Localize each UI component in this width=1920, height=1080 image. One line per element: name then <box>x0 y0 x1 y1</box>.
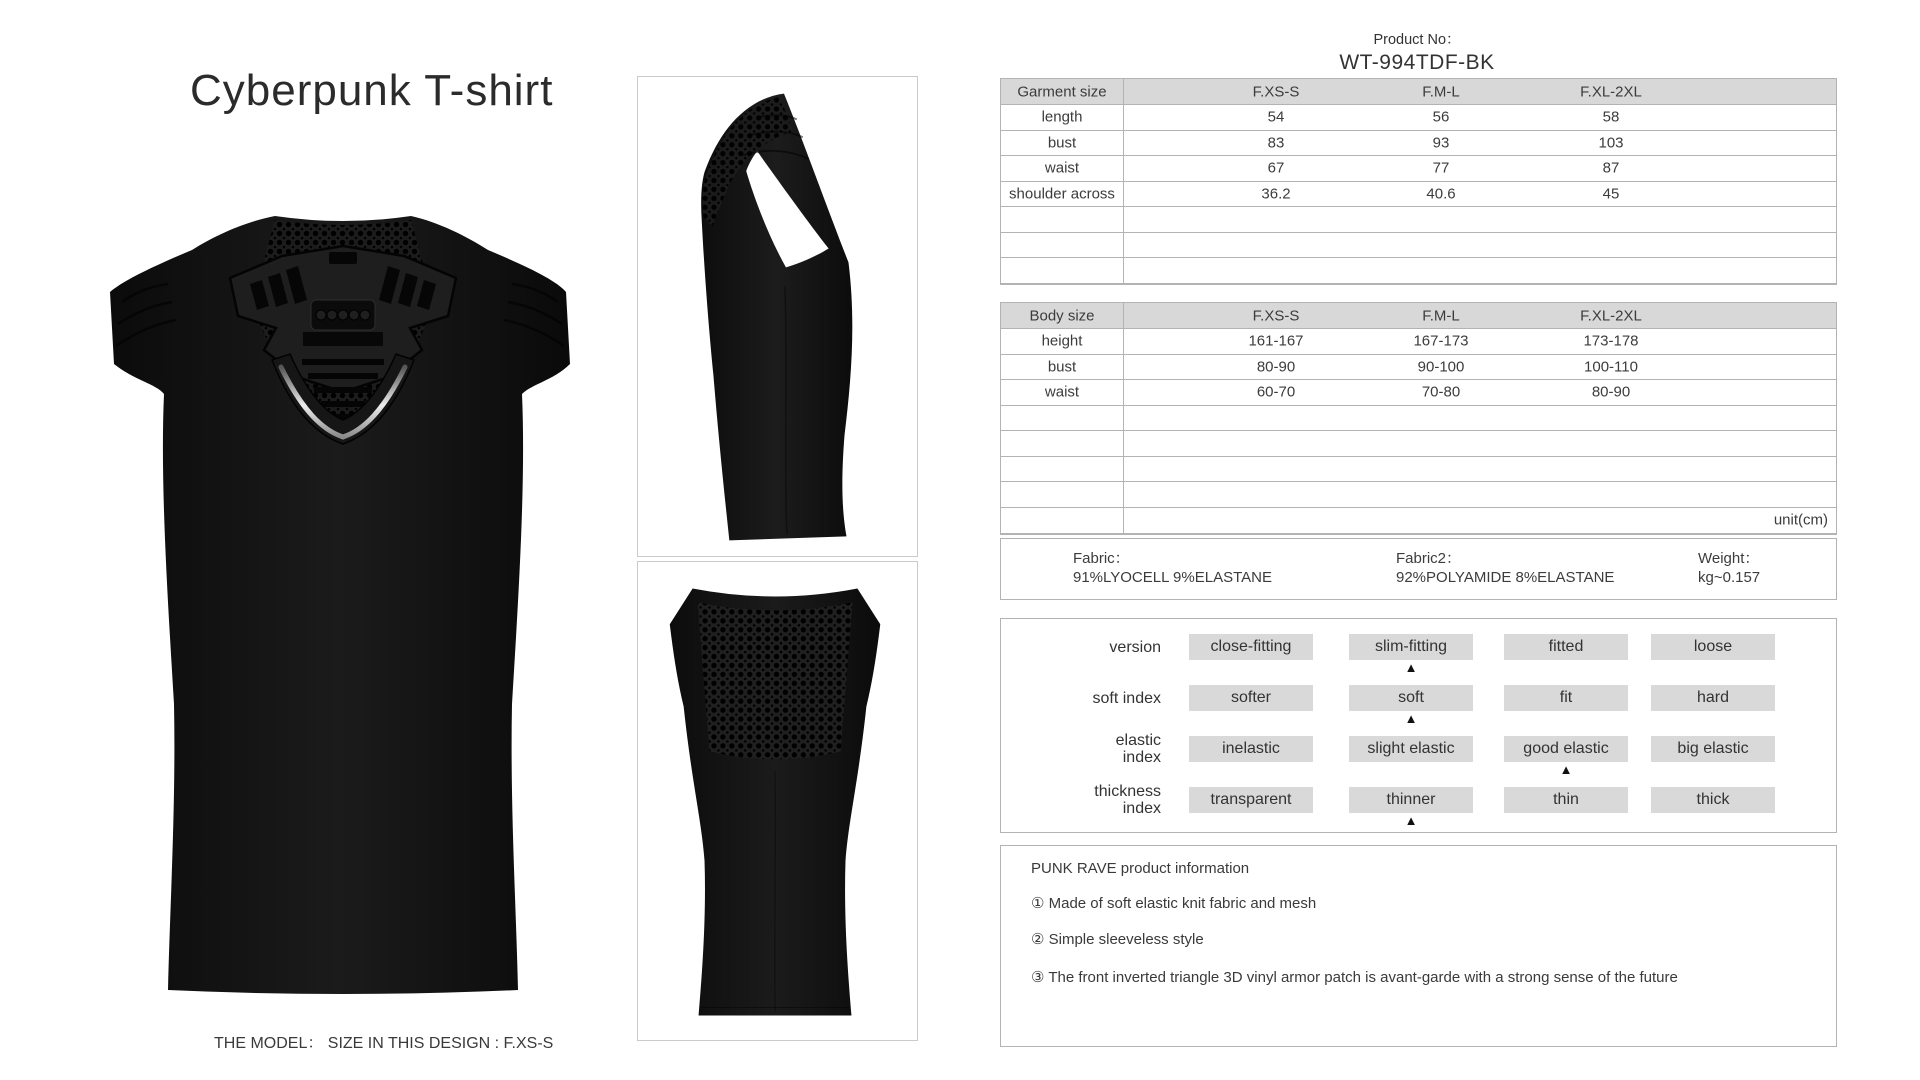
option-chip: fit <box>1504 685 1628 711</box>
garment-size-header-row <box>1001 79 1836 105</box>
column-header: F.M-L <box>1422 83 1460 100</box>
table-row <box>1001 156 1836 182</box>
size-value: 161-167 <box>1248 332 1304 350</box>
table-empty-row <box>1001 406 1836 432</box>
index-row-label: thickness index <box>1094 783 1161 817</box>
row-label: height <box>1041 332 1083 350</box>
back-view-garment-graphic <box>638 562 917 1040</box>
size-value: 36.2 <box>1261 185 1291 203</box>
table-row <box>1001 105 1836 131</box>
up-triangle-icon: ▲ <box>1404 711 1418 726</box>
size-value: 100-110 <box>1584 358 1638 376</box>
table-empty-row <box>1001 482 1836 508</box>
column-header: F.XS-S <box>1252 83 1300 100</box>
index-panel <box>1000 618 1837 833</box>
option-chip: softer <box>1189 685 1313 711</box>
weight-group <box>1698 549 1760 587</box>
option-chip: thick <box>1651 787 1775 813</box>
size-value: 90-100 <box>1417 358 1465 376</box>
fabric1-group <box>1073 549 1272 587</box>
option-chip: soft <box>1349 685 1473 711</box>
fabric1-value: 91%LYOCELL 9%ELASTANE <box>1073 569 1272 586</box>
product-no-label: Product No： <box>1373 32 1461 48</box>
info-title: PUNK RAVE product information <box>1031 860 1250 877</box>
option-chip: loose <box>1651 634 1775 660</box>
garment-size-header-label: Garment size <box>1017 83 1107 100</box>
size-value: 67 <box>1267 159 1285 177</box>
table-empty-row <box>1001 207 1836 233</box>
up-triangle-icon: ▲ <box>1404 813 1418 828</box>
option-chip: inelastic <box>1189 736 1313 762</box>
weight-label: Weight： <box>1698 550 1760 567</box>
column-header: F.XL-2XL <box>1580 83 1642 100</box>
size-value: 167-173 <box>1413 332 1469 350</box>
table-row <box>1001 131 1836 157</box>
size-value: 93 <box>1432 134 1450 152</box>
label-column-divider <box>1123 79 1124 284</box>
garment-size-table <box>1000 78 1837 285</box>
size-value: 87 <box>1602 159 1620 177</box>
size-value: 58 <box>1602 108 1620 126</box>
table-empty-row <box>1001 233 1836 259</box>
option-chip: thinner <box>1349 787 1473 813</box>
body-size-header-row <box>1001 303 1836 329</box>
row-label: waist <box>1044 383 1080 401</box>
unit-note: unit(cm) <box>1773 511 1828 529</box>
row-label: bust <box>1047 358 1077 376</box>
size-value: 173-178 <box>1583 332 1639 350</box>
info-item: ① Made of soft elastic knit fabric and mesh <box>1031 895 1317 912</box>
fabric2-group <box>1396 549 1614 587</box>
info-item: ③ The front inverted triangle 3D vinyl armor patch is avant-garde with a strong sense of the future <box>1031 969 1678 986</box>
unit-row <box>1001 508 1836 534</box>
body-size-table <box>1000 302 1837 535</box>
option-chip: hard <box>1651 685 1775 711</box>
option-chip: slim-fitting <box>1349 634 1473 660</box>
label-column-divider <box>1123 303 1124 534</box>
info-item: ② Simple sleeveless style <box>1031 931 1204 948</box>
table-empty-row <box>1001 431 1836 457</box>
product-info-box <box>1000 845 1837 1047</box>
front-view-image <box>104 184 576 1004</box>
index-row-label: soft index <box>1092 689 1161 707</box>
column-header: F.XS-S <box>1252 307 1300 324</box>
fabric2-value: 92%POLYAMIDE 8%ELASTANE <box>1396 569 1615 586</box>
size-value: 70-80 <box>1421 383 1461 401</box>
fabric1-label: Fabric： <box>1073 550 1130 567</box>
side-view-garment-graphic <box>638 77 917 556</box>
option-chip: transparent <box>1189 787 1313 813</box>
product-number-block <box>1257 28 1577 75</box>
size-value: 77 <box>1432 159 1450 177</box>
fabric2-label: Fabric2： <box>1396 550 1462 567</box>
option-chip: big elastic <box>1651 736 1775 762</box>
size-value: 103 <box>1598 134 1624 152</box>
weight-value: kg~0.157 <box>1698 569 1761 586</box>
table-row <box>1001 329 1836 355</box>
front-view-garment-graphic <box>104 184 576 1004</box>
option-chip: fitted <box>1504 634 1628 660</box>
size-value: 45 <box>1602 185 1620 203</box>
option-chip: good elastic <box>1504 736 1628 762</box>
size-value: 80-90 <box>1591 383 1631 401</box>
back-view-image <box>637 561 918 1041</box>
row-label: bust <box>1047 134 1077 152</box>
index-row-label: elastic index <box>1115 732 1161 766</box>
body-size-header-label: Body size <box>1029 307 1095 324</box>
table-empty-row <box>1001 258 1836 284</box>
table-row <box>1001 355 1836 381</box>
model-note: THE MODEL： SIZE IN THIS DESIGN : F.XS-S <box>214 1035 554 1052</box>
product-no-value: WT-994TDF-BK <box>1339 51 1495 74</box>
page-title: Cyberpunk T-shirt <box>190 66 554 115</box>
column-header: F.M-L <box>1422 307 1460 324</box>
row-label: length <box>1041 108 1083 126</box>
size-value: 56 <box>1432 108 1450 126</box>
table-empty-row <box>1001 457 1836 483</box>
up-triangle-icon: ▲ <box>1404 660 1418 675</box>
index-row-label: version <box>1109 638 1161 656</box>
table-row <box>1001 182 1836 208</box>
option-chip: slight elastic <box>1349 736 1473 762</box>
size-value: 40.6 <box>1426 185 1456 203</box>
size-value: 54 <box>1267 108 1285 126</box>
row-label: shoulder across <box>1009 185 1115 203</box>
option-chip: thin <box>1504 787 1628 813</box>
side-view-image <box>637 76 918 557</box>
option-chip: close-fitting <box>1189 634 1313 660</box>
table-row <box>1001 380 1836 406</box>
row-label: waist <box>1044 159 1080 177</box>
size-value: 83 <box>1267 134 1285 152</box>
size-value: 60-70 <box>1256 383 1296 401</box>
size-value: 80-90 <box>1256 358 1296 376</box>
fabric-info-box <box>1000 538 1837 600</box>
up-triangle-icon: ▲ <box>1559 762 1573 777</box>
column-header: F.XL-2XL <box>1580 307 1642 324</box>
